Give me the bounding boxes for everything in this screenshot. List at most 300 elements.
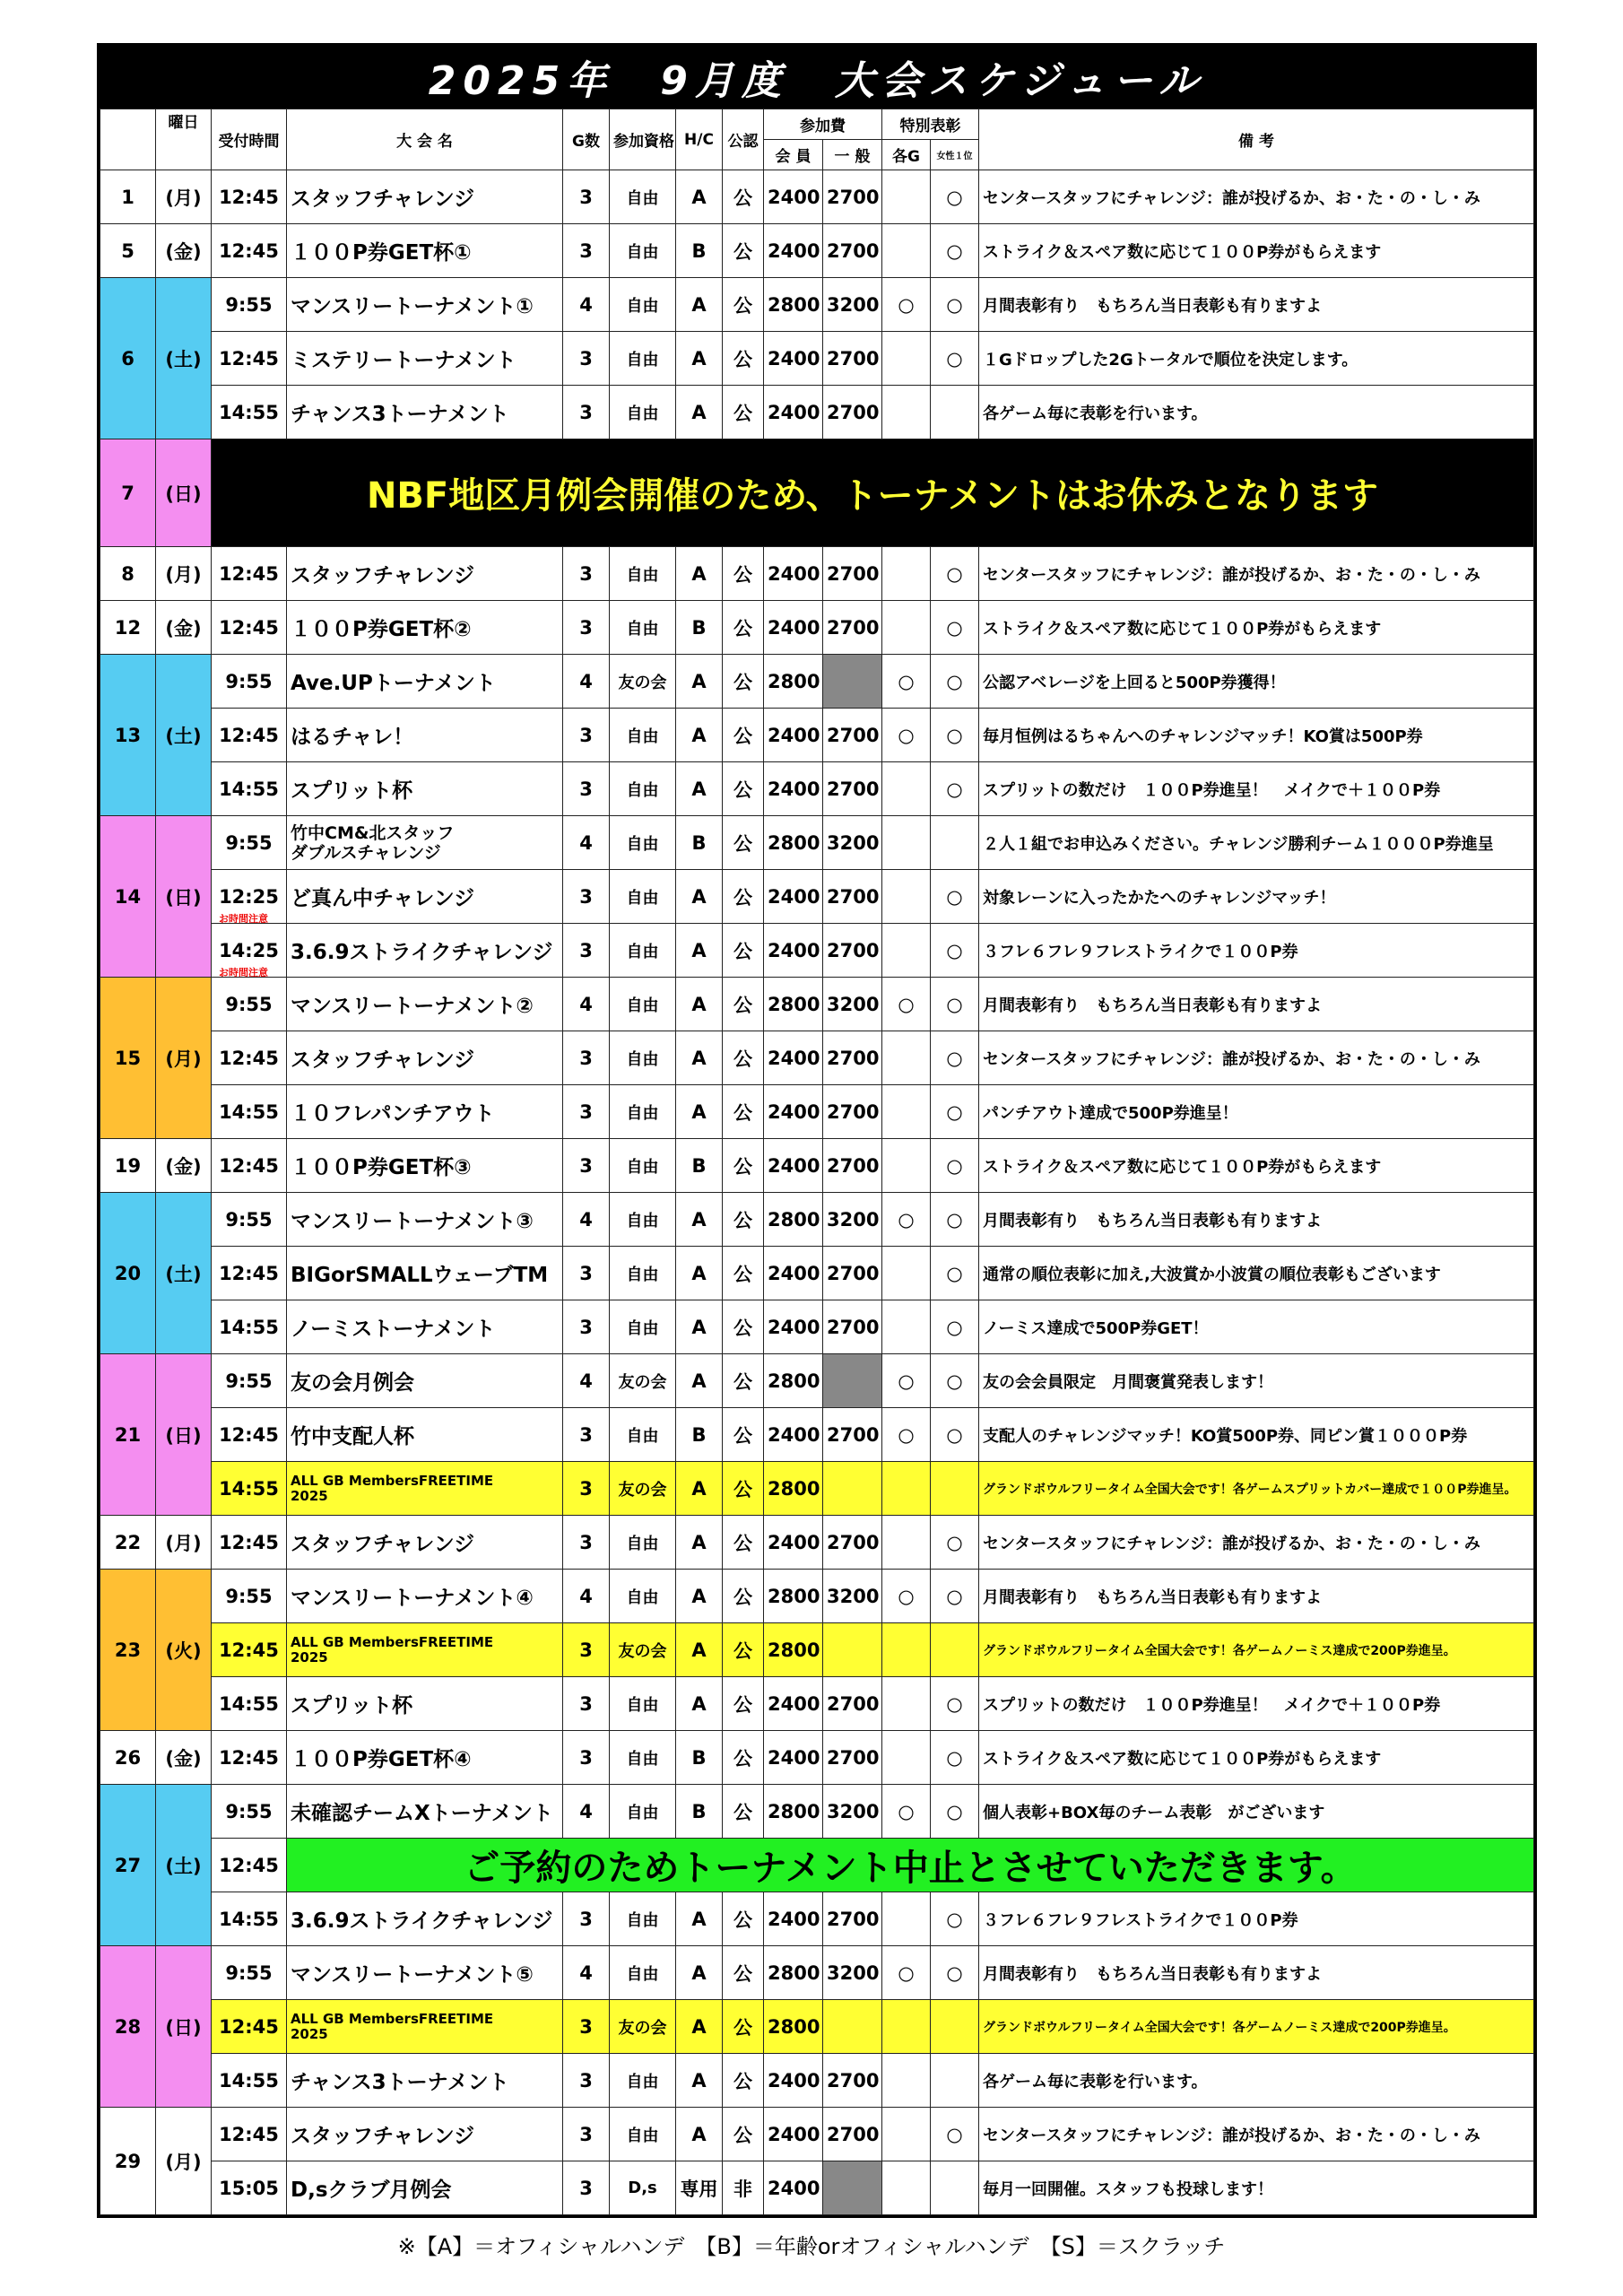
tournament-name [287,1139,563,1193]
time-cell [212,2161,287,2215]
time-value [215,1962,282,1984]
notes-cell: ノーミス達成で500P券GET！ [979,1300,1534,1354]
fee-member-cell: 2800 [764,978,823,1031]
fee-general-cell: 2700 [823,170,882,224]
time-cell [212,1946,287,2000]
tournament-name-line: １００P券GET杯② [291,618,472,641]
award-women-cell [931,2054,979,2108]
fee-general-cell: 2700 [823,1892,882,1946]
eligibility-cell: 自由 [610,978,676,1031]
date-cell: 21 [100,1354,156,1516]
time-text: 12:45 [219,1047,279,1069]
tournament-name [287,1785,563,1839]
tournament-name-line: スプリット杯 [291,1694,413,1718]
table-row [100,1247,1534,1300]
games-cell: 3 [563,547,610,601]
notes-cell: 対象レーンに入ったかたへのチャレンジマッチ！ [979,870,1534,924]
time-cell [212,1300,287,1354]
header-notes: 備 考 [979,109,1534,170]
time-value [215,240,282,262]
header-award: 特別表彰 [882,109,979,140]
fee-member-cell: 2400 [764,870,823,924]
tournament-name-line: D,sクラブ月例会 [291,2179,452,2202]
eligibility-cell: 自由 [610,1570,676,1623]
fee-general-cell: 2700 [823,1085,882,1139]
tournament-name [287,332,563,386]
header-date [100,109,156,170]
time-value [215,1747,282,1769]
time-cell [212,1516,287,1570]
award-women-cell: ○ [931,1731,979,1785]
header-fee: 参加費 [764,109,882,140]
time-value [215,1909,282,1930]
tournament-name-line: BIGorSMALLウェーブTM [291,1264,549,1287]
eligibility-cell: 自由 [610,1946,676,2000]
time-cell [212,1247,287,1300]
hc-cell: A [676,547,723,601]
table-row [100,1085,1534,1139]
tournament-name-line: ALL GB MembersFREETIME [291,1472,494,1489]
award-each-cell: ○ [882,1946,931,2000]
fee-general-cell [823,2161,882,2215]
weekday-cell: (日) [156,439,212,547]
time-value [215,939,282,978]
fee-member-cell: 2800 [764,1570,823,1623]
tournament-name-line: ノーミストーナメント [291,1318,496,1341]
header-fee-general: 一 般 [823,140,882,170]
tournament-name [287,1570,563,1623]
time-value [215,778,282,800]
time-cell [212,1892,287,1946]
tournament-name [287,1193,563,1247]
games-cell: 3 [563,1677,610,1731]
tournament-name [287,386,563,439]
games-cell: 3 [563,870,610,924]
award-women-cell: ○ [931,1085,979,1139]
tournament-name [287,924,563,978]
weekday-cell: (土) [156,655,212,816]
award-women-cell [931,386,979,439]
games-cell: 4 [563,1354,610,1408]
fee-member-cell: 2400 [764,2161,823,2215]
notes-cell: 通常の順位表彰に加え,大波賞か小波賞の順位表彰もございます [979,1247,1534,1300]
official-cell: 公 [723,1946,764,2000]
games-cell: 3 [563,1623,610,1677]
date-cell: 22 [100,1516,156,1570]
official-cell: 公 [723,1085,764,1139]
official-cell: 公 [723,1462,764,1516]
official-cell: 公 [723,224,764,278]
official-cell: 公 [723,870,764,924]
time-cell [212,978,287,1031]
eligibility-cell: 自由 [610,1892,676,1946]
award-women-cell: ○ [931,1785,979,1839]
official-cell: 公 [723,601,764,655]
tournament-name-line2: 2025 [291,2025,328,2042]
hc-cell: A [676,1946,723,2000]
header-name: 大 会 名 [287,109,563,170]
official-cell: 公 [723,1247,764,1300]
time-text: 14:55 [219,778,279,800]
notes-cell: 月間表彰有り もちろん当日表彰も有りますよ [979,278,1534,332]
fee-member-cell: 2400 [764,1408,823,1462]
table-row [100,924,1534,978]
time-caution-note: お時間注意 [219,966,268,978]
date-cell: 15 [100,978,156,1139]
award-each-cell [882,1623,931,1677]
eligibility-cell: 友の会 [610,1354,676,1408]
award-women-cell: ○ [931,1031,979,1085]
award-women-cell: ○ [931,1516,979,1570]
eligibility-cell: 自由 [610,870,676,924]
hc-cell: A [676,170,723,224]
time-cell [212,1839,287,1892]
hc-cell: 専用 [676,2161,723,2215]
time-value [215,1048,282,1069]
time-cell [212,2108,287,2161]
award-women-cell: ○ [931,1892,979,1946]
notes-cell: 公認アベレージを上回ると500P券獲得！ [979,655,1534,709]
notes-cell: グランドボウルフリータイム全国大会です！各ゲームノーミス達成で200P券進呈。 [979,1623,1534,1677]
hc-cell: A [676,1085,723,1139]
cancel-banner: ご予約のためトーナメント中止とさせていただきます。 [287,1839,1534,1892]
eligibility-cell: 友の会 [610,655,676,709]
official-cell: 公 [723,924,764,978]
table-row [100,386,1534,439]
award-each-cell [882,1085,931,1139]
time-cell [212,1408,287,1462]
hc-cell: A [676,386,723,439]
notes-cell: スプリットの数だけ １００P券進呈！ メイクで＋１００P券 [979,762,1534,816]
award-women-cell: ○ [931,978,979,1031]
eligibility-cell: 自由 [610,332,676,386]
award-women-cell: ○ [931,547,979,601]
table-row [100,1839,1534,1892]
tournament-name [287,870,563,924]
official-cell: 公 [723,1516,764,1570]
date-cell: 26 [100,1731,156,1785]
weekday-cell: (日) [156,1946,212,2108]
official-cell: 公 [723,1408,764,1462]
fee-member-cell: 2400 [764,1085,823,1139]
hc-cell: A [676,278,723,332]
fee-general-cell: 2700 [823,762,882,816]
official-cell: 公 [723,1300,764,1354]
time-cell [212,816,287,870]
eligibility-cell: 自由 [610,1085,676,1139]
closed-banner: NBF地区月例会開催のため、トーナメントはお休みとなります [212,439,1534,547]
fee-general-cell: 2700 [823,2054,882,2108]
eligibility-cell: 自由 [610,224,676,278]
time-cell [212,1785,287,1839]
time-value [215,1478,282,1500]
table-row [100,1677,1534,1731]
time-text: 12:45 [219,1639,279,1661]
official-cell: 公 [723,1354,764,1408]
eligibility-cell: 自由 [610,709,676,762]
eligibility-cell: 自由 [610,601,676,655]
award-women-cell: ○ [931,870,979,924]
table-row [100,1139,1534,1193]
games-cell: 3 [563,1892,610,1946]
eligibility-cell: 自由 [610,278,676,332]
header-hc: H/C [676,109,723,170]
award-each-cell [882,170,931,224]
fee-member-cell: 2400 [764,1677,823,1731]
award-each-cell [882,1516,931,1570]
award-each-cell [882,1247,931,1300]
time-text: 14:55 [219,2069,279,2092]
hc-cell: A [676,1247,723,1300]
hc-cell: A [676,709,723,762]
notes-cell: 支配人のチャレンジマッチ！KO賞500P券、同ピン賞１０００P券 [979,1408,1534,1462]
award-women-cell: ○ [931,1139,979,1193]
time-value [215,671,282,692]
time-text: 12:45 [219,239,279,262]
official-cell: 公 [723,1193,764,1247]
tournament-name-line: 3.6.9ストライクチャレンジ [291,1909,553,1933]
fee-general-cell [823,655,882,709]
games-cell: 3 [563,1085,610,1139]
award-women-cell: ○ [931,1193,979,1247]
weekday-cell: (月) [156,547,212,601]
time-text: 12:45 [219,1746,279,1769]
time-text: 12:45 [219,347,279,370]
time-value [215,1855,282,1876]
table-row [100,1354,1534,1408]
fee-member-cell: 2400 [764,1139,823,1193]
award-women-cell: ○ [931,224,979,278]
tournament-name-line2: 2025 [291,1487,328,1504]
time-text: 12:45 [219,1262,279,1284]
notes-cell: ３フレ６フレ９フレストライクで１００P券 [979,1892,1534,1946]
award-women-cell [931,2000,979,2054]
fee-general-cell: 2700 [823,601,882,655]
fee-member-cell: 2800 [764,1354,823,1408]
official-cell: 公 [723,278,764,332]
date-cell: 29 [100,2108,156,2215]
tournament-name-line: はるチャレ！ [291,726,414,749]
games-cell: 3 [563,386,610,439]
award-women-cell: ○ [931,709,979,762]
time-caution-note: お時間注意 [219,912,268,924]
weekday-cell: (月) [156,1516,212,1570]
games-cell: 3 [563,224,610,278]
official-cell: 公 [723,2054,764,2108]
award-each-cell [882,1139,931,1193]
fee-member-cell: 2400 [764,1516,823,1570]
eligibility-cell: 自由 [610,1247,676,1300]
time-text: 14:55 [219,1316,279,1338]
games-cell: 3 [563,1247,610,1300]
time-value [215,1101,282,1123]
tournament-name-line: ALL GB MembersFREETIME [291,2010,494,2027]
tournament-name-line: 竹中支配人杯 [291,1425,414,1448]
eligibility-cell: 自由 [610,2108,676,2161]
fee-member-cell: 2400 [764,332,823,386]
time-text: 12:45 [219,1531,279,1553]
official-cell: 公 [723,1139,764,1193]
table-row [100,709,1534,762]
date-cell: 7 [100,439,156,547]
tournament-name-line: ミステリートーナメント [291,349,516,372]
weekday-cell: (金) [156,601,212,655]
official-cell: 公 [723,762,764,816]
time-cell [212,1139,287,1193]
time-text: 14:55 [219,1100,279,1123]
fee-member-cell: 2400 [764,709,823,762]
tournament-name [287,547,563,601]
date-cell: 28 [100,1946,156,2108]
tournament-name [287,1677,563,1731]
table-row [100,224,1534,278]
official-cell: 公 [723,1731,764,1785]
fee-general-cell: 2700 [823,924,882,978]
hc-cell: A [676,1462,723,1516]
time-cell [212,1031,287,1085]
time-cell [212,224,287,278]
official-cell: 公 [723,1031,764,1085]
weekday-cell: (金) [156,1139,212,1193]
tournament-name [287,1247,563,1300]
fee-member-cell: 2400 [764,1031,823,1085]
award-women-cell: ○ [931,170,979,224]
hc-cell: A [676,332,723,386]
eligibility-cell: 友の会 [610,1623,676,1677]
tournament-name-line: １００P券GET杯③ [291,1156,472,1179]
tournament-name [287,1892,563,1946]
time-value [215,1586,282,1607]
weekday-cell: (土) [156,1785,212,1946]
games-cell: 3 [563,1516,610,1570]
table-row [100,439,1534,547]
time-text: 12:45 [219,2015,279,2038]
fee-general-cell [823,1354,882,1408]
official-cell: 公 [723,1785,764,1839]
tournament-name-line: １００P券GET杯① [291,241,472,265]
tournament-name [287,655,563,709]
fee-general-cell: 3200 [823,278,882,332]
award-women-cell: ○ [931,1247,979,1300]
table-row [100,1193,1534,1247]
tournament-name-line: Ave.UPトーナメント [291,672,496,695]
fee-general-cell [823,1623,882,1677]
table-row [100,2000,1534,2054]
award-each-cell [882,547,931,601]
award-each-cell [882,1300,931,1354]
time-text: 12:25 [219,885,279,908]
fee-member-cell: 2800 [764,1623,823,1677]
time-cell [212,655,287,709]
official-cell: 公 [723,978,764,1031]
tournament-name [287,762,563,816]
weekday-cell: (土) [156,1193,212,1354]
fee-member-cell: 2400 [764,762,823,816]
tournament-name-line: マンスリートーナメント③ [291,1210,534,1233]
notes-cell: 月間表彰有り もちろん当日表彰も有りますよ [979,1946,1534,2000]
award-each-cell [882,332,931,386]
time-cell [212,709,287,762]
date-cell: 14 [100,816,156,978]
eligibility-cell: 自由 [610,1139,676,1193]
weekday-cell: (月) [156,2108,212,2215]
tournament-name [287,1462,563,1516]
notes-cell: グランドボウルフリータイム全国大会です！各ゲームノーミス達成で200P券進呈。 [979,2000,1534,2054]
award-women-cell: ○ [931,1300,979,1354]
time-cell [212,332,287,386]
time-text: 9:55 [225,1961,273,1984]
notes-cell: 月間表彰有り もちろん当日表彰も有りますよ [979,978,1534,1031]
games-cell: 3 [563,1408,610,1462]
award-women-cell: ○ [931,278,979,332]
award-each-cell: ○ [882,1570,931,1623]
tournament-name [287,1731,563,1785]
official-cell: 公 [723,547,764,601]
fee-general-cell: 2700 [823,1139,882,1193]
tournament-name-line: １０フレパンチアウト [291,1102,495,1126]
time-cell [212,278,287,332]
table-row [100,1300,1534,1354]
fee-general-cell: 2700 [823,1031,882,1085]
notes-cell: 各ゲーム毎に表彰を行います。 [979,2054,1534,2108]
games-cell: 3 [563,2161,610,2215]
table-row [100,762,1534,816]
time-value [215,1532,282,1553]
time-value [215,1424,282,1446]
award-each-cell [882,2000,931,2054]
official-cell: 非 [723,2161,764,2215]
award-each-cell [882,816,931,870]
time-value [215,885,282,924]
award-each-cell [882,2161,931,2215]
time-text: 9:55 [225,1585,273,1607]
award-each-cell: ○ [882,1785,931,1839]
table-row [100,1892,1534,1946]
schedule-table [100,109,1534,2215]
tournament-name [287,2000,563,2054]
table-row [100,1031,1534,1085]
notes-cell: 各ゲーム毎に表彰を行います。 [979,386,1534,439]
time-value [215,1370,282,1392]
award-each-cell: ○ [882,278,931,332]
hc-cell: A [676,924,723,978]
award-each-cell [882,762,931,816]
time-cell [212,1731,287,1785]
fee-member-cell: 2800 [764,2000,823,2054]
tournament-name [287,1300,563,1354]
games-cell: 4 [563,978,610,1031]
weekday-cell: (金) [156,224,212,278]
time-text: 14:25 [219,939,279,961]
time-value [215,617,282,639]
hc-cell: A [676,1516,723,1570]
games-cell: 3 [563,332,610,386]
fee-member-cell: 2800 [764,816,823,870]
hc-cell: A [676,762,723,816]
notes-cell: センタースタッフにチャレンジ：誰が投げるか、お・た・の・し・み [979,2108,1534,2161]
tournament-name [287,709,563,762]
games-cell: 4 [563,816,610,870]
award-each-cell: ○ [882,709,931,762]
fee-member-cell: 2400 [764,1300,823,1354]
fee-member-cell: 2400 [764,2108,823,2161]
tournament-name [287,1085,563,1139]
eligibility-cell: 自由 [610,1785,676,1839]
time-value [215,1693,282,1715]
time-cell [212,1570,287,1623]
tournament-name-line: スプリット杯 [291,779,413,803]
award-each-cell [882,1892,931,1946]
